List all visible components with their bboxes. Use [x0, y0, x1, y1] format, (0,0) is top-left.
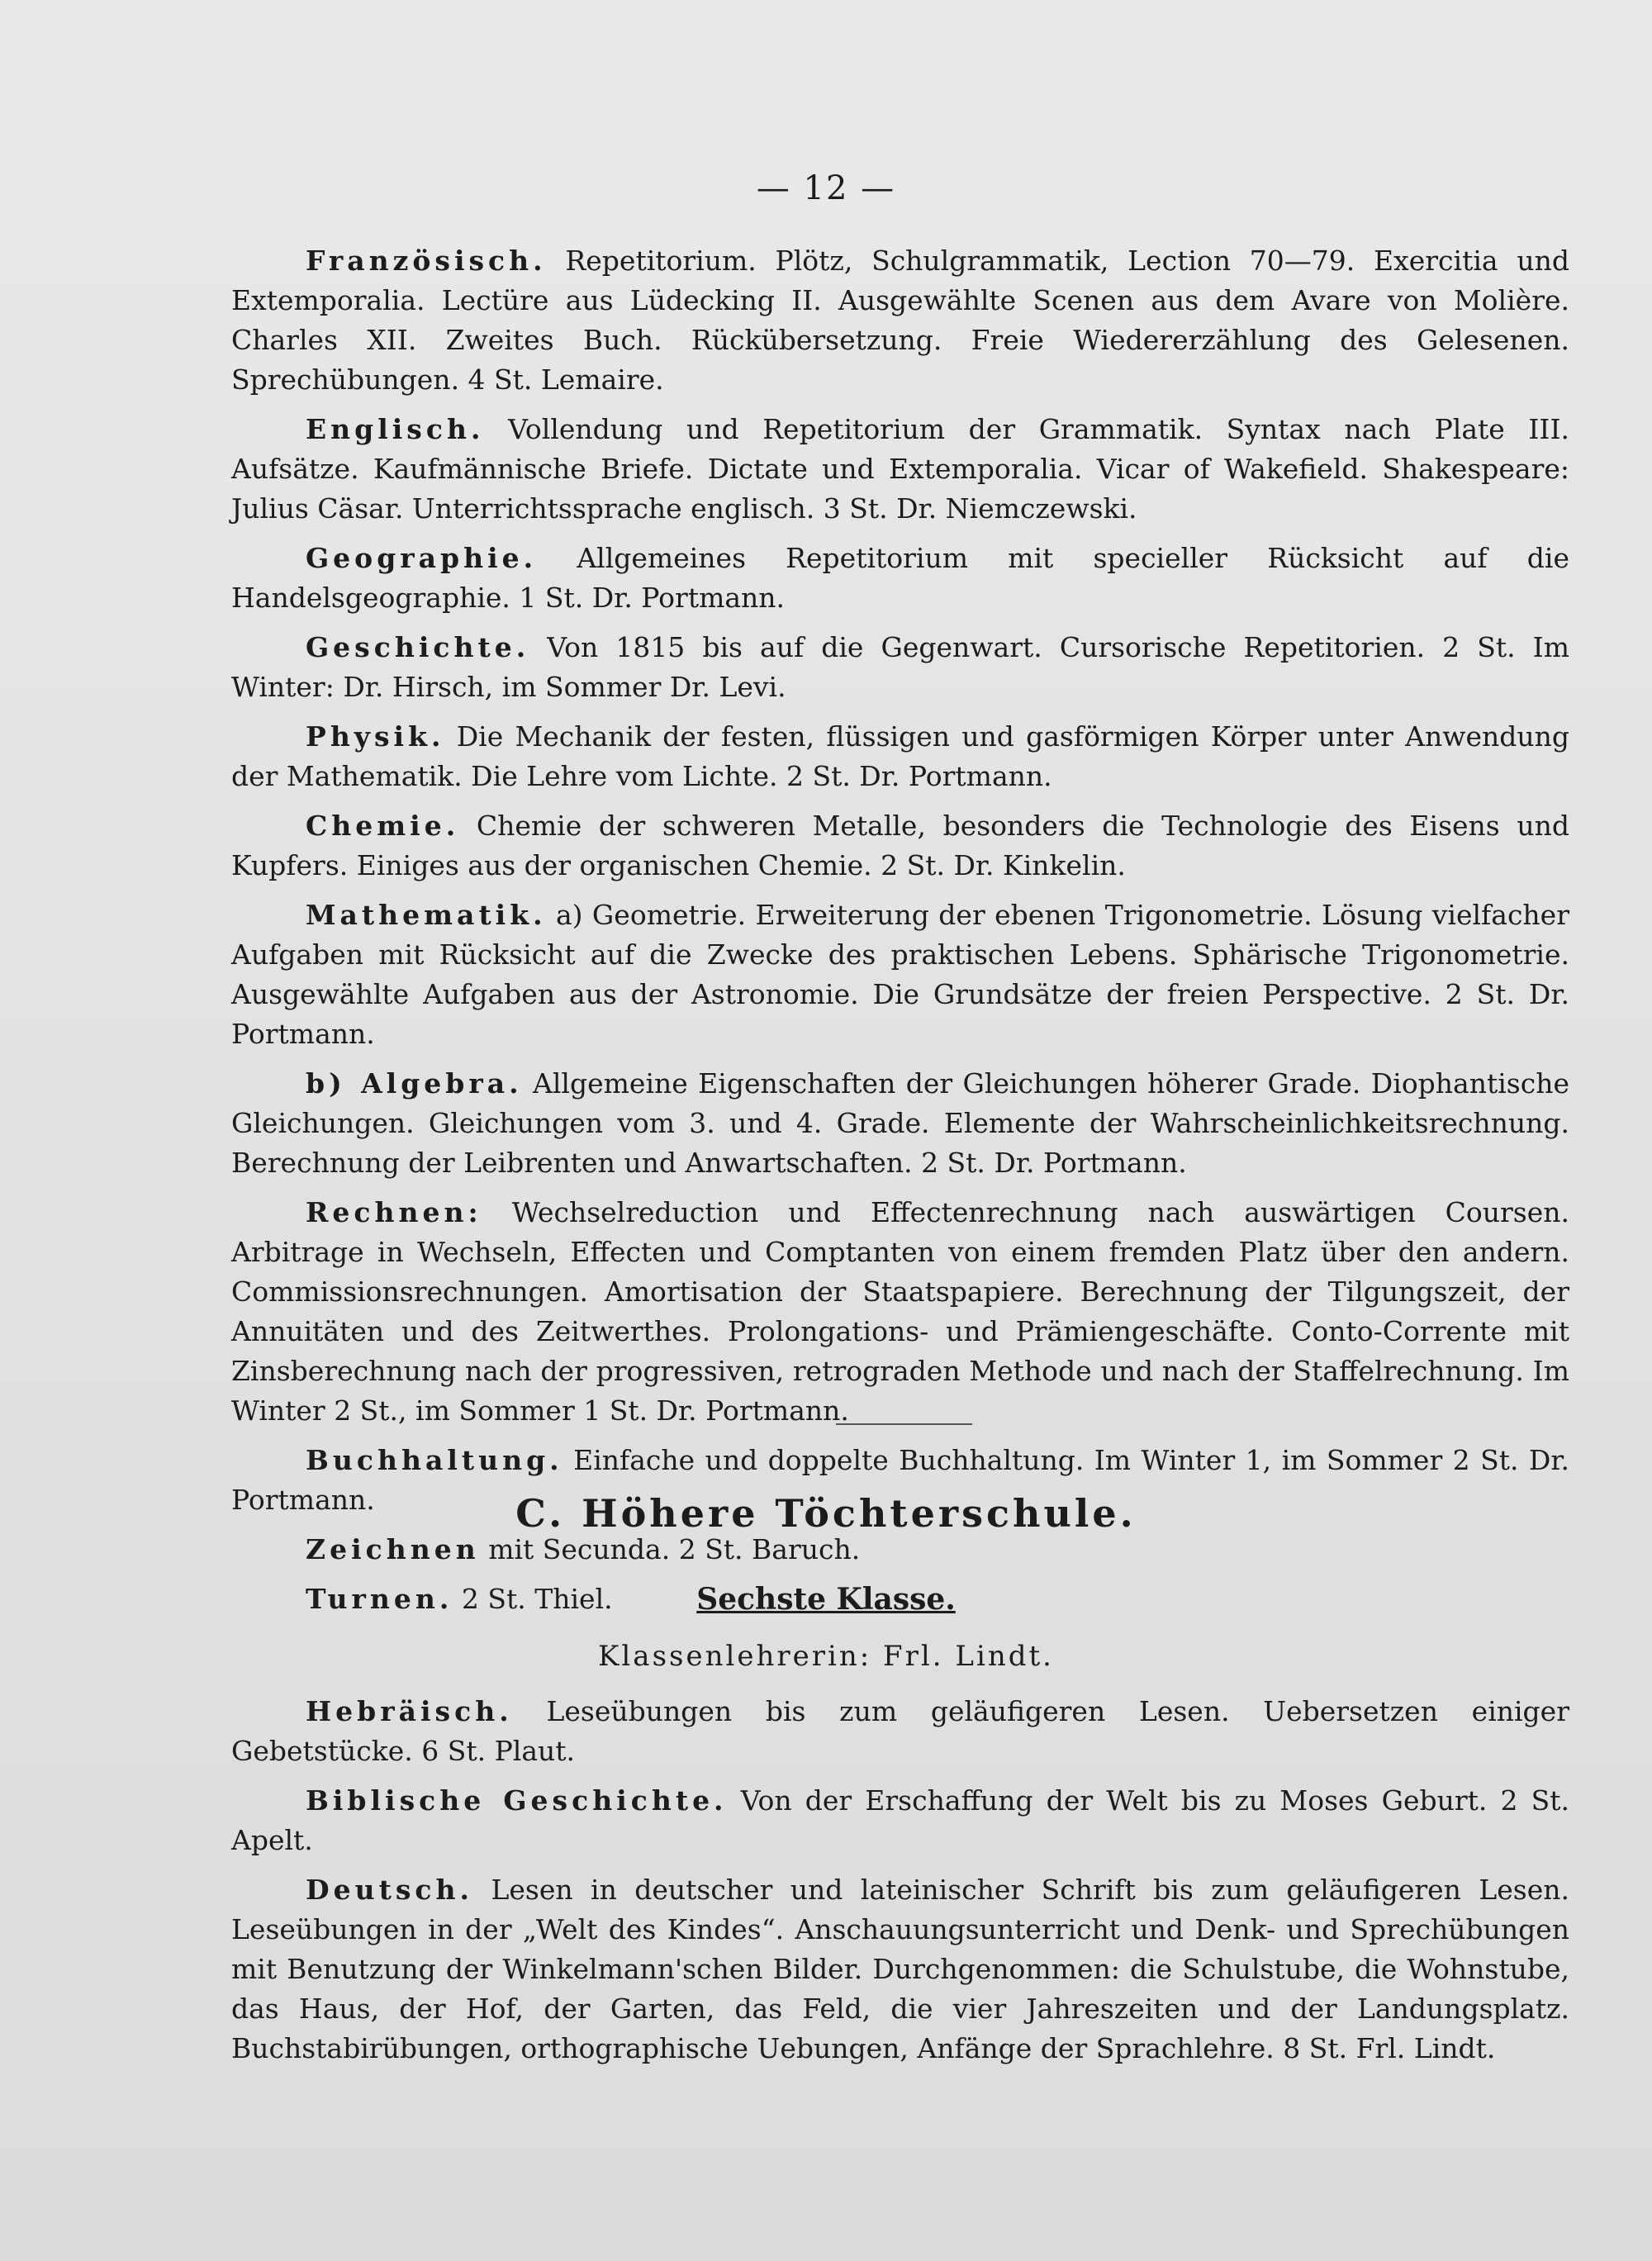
page-number: — 12 — [756, 169, 896, 207]
section-divider [836, 1423, 972, 1425]
section-physik [231, 717, 1569, 796]
class-heading: Sechste Klasse. [696, 1582, 956, 1617]
subject-label: b) Algebra. [306, 1067, 523, 1100]
subject-label: Hebräisch. [306, 1695, 513, 1727]
section-biblische-geschichte [231, 1781, 1569, 1860]
subject-label: Geographie. [306, 542, 538, 574]
subject-text: a) Geometrie. Erweiterung der ebenen Trigonometrie. Lösung vielfacher Aufgaben mit Rücksicht auf die Zwecke des praktischen Lebens. Sphärische Trigonometrie. Ausgewählte Aufgaben aus der Astronomie. Die Grundsätze der freien Perspective. 2 St. Dr. Portmann. [231, 899, 1569, 1050]
subject-text: Die Mechanik der festen, flüssigen und gasförmigen Körper unter Anwendung der Mathematik. Die Lehre vom Lichte. 2 St. Dr. Portmann. [231, 720, 1569, 792]
subject-text: Von der Erschaffung der Welt bis zu Moses Geburt. 2 St. Apelt. [231, 1784, 1569, 1856]
subject-label: Chemie. [306, 810, 460, 842]
curriculum-c-sections [231, 1692, 1569, 2078]
subject-label: Mathematik. [306, 899, 547, 931]
section-algebra [231, 1064, 1569, 1183]
subject-label: Französisch. [306, 245, 547, 277]
subject-text: Vollendung und Repetitorium der Grammatik. Syntax nach Plate III. Aufsätze. Kaufmännische Briefe. Dictate und Extemporalia. Vicar of Wakefield. Shakespeare: Julius Cäsar. Unterrichtssprache englisch. 3 St. Dr. Niemczewski. [231, 413, 1569, 525]
subject-label: Buchhaltung. [306, 1444, 563, 1476]
subject-text: Leseübungen bis zum geläufigeren Lesen. Uebersetzen einiger Gebetstücke. 6 St. Plaut. [231, 1695, 1569, 1767]
section-chemie [231, 806, 1569, 886]
section-geographie [231, 539, 1569, 618]
subject-label: Englisch. [306, 413, 485, 445]
section-franzoesisch [231, 241, 1569, 400]
subject-label: Physik. [306, 720, 445, 753]
subject-text: Von 1815 bis auf die Gegenwart. Cursorische Repetitorien. 2 St. Im Winter: Dr. Hirsch, im Sommer Dr. Levi. [231, 631, 1569, 703]
subject-label: Rechnen: [306, 1196, 482, 1228]
class-teacher: Klassenlehrerin: Frl. Lindt. [598, 1640, 1054, 1673]
curriculum-upper-sections [231, 241, 1569, 1629]
subject-text: Allgemeines Repetitorium mit specieller Rücksicht auf die Handelsgeographie. 1 St. Dr. Portmann. [231, 542, 1569, 614]
section-englisch [231, 410, 1569, 529]
subject-text: 2 St. Thiel. [461, 1583, 613, 1615]
subject-text: mit Secunda. 2 St. Baruch. [488, 1533, 861, 1565]
section-mathematik [231, 895, 1569, 1054]
subject-label: Turnen. [306, 1583, 453, 1615]
subject-text: Wechselreduction und Effectenrechnung nach auswärtigen Coursen. Arbitrage in Wechseln, Effecten und Comptanten von einem fremden Platz über den andern. Commissionsrechnungen. Amortisation der Staatspapiere. Berechnung der Tilgungszeit, der Annuitäten und des Zeitwerthes. Prolongations- und Prämiengeschäfte. Conto-Corrente mit Zinsberechnung nach der progressiven, retrograden Methode und nach der Staffelrechnung. Im Winter 2 St., im Sommer 1 St. Dr. Portmann. [231, 1196, 1569, 1427]
subject-text: Lesen in deutscher und lateinischer Schrift bis zum geläufigeren Lesen. Leseübungen in der „Welt des Kindes“. Anschauungsunterricht und Denk- und Sprechübungen mit Benutzung der Winkelmann'schen Bilder. Durchgenommen: die Schulstube, die Wohnstube, das Haus, der Hof, der Garten, das Feld, die vier Jahreszeiten und der Landungsplatz. Buchstabirübungen, orthographische Uebungen, Anfänge der Sprachlehre. 8 St. Frl. Lindt. [231, 1874, 1569, 2064]
section-rechnen [231, 1193, 1569, 1431]
section-heading: C. Höhere Töchterschule. [515, 1491, 1137, 1536]
subject-text: Chemie der schweren Metalle, besonders die Technologie des Eisens und Kupfers. Einiges aus der organischen Chemie. 2 St. Dr. Kinkelin. [231, 810, 1569, 881]
subject-label: Biblische Geschichte. [306, 1784, 728, 1817]
subject-text: Repetitorium. Plötz, Schulgrammatik, Lection 70—79. Exercitia und Extemporalia. Lectüre aus Lüdecking II. Ausgewählte Scenen aus dem Avare von Molière. Charles XII. Zweites Buch. Rückübersetzung. Freie Wiedererzählung des Gelesenen. Sprechübungen. 4 St. Lemaire. [231, 245, 1569, 396]
subject-label: Geschichte. [306, 631, 530, 663]
section-zeichnen [231, 1530, 1569, 1570]
subject-text: Einfache und doppelte Buchhaltung. Im Winter 1, im Sommer 2 St. Dr. Portmann. [231, 1444, 1569, 1516]
section-deutsch [231, 1870, 1569, 2069]
section-hebraeisch [231, 1692, 1569, 1771]
section-geschichte [231, 628, 1569, 707]
subject-label: Deutsch. [306, 1874, 474, 1906]
subject-text: Allgemeine Eigenschaften der Gleichungen höherer Grade. Diophantische Gleichungen. Gleichungen vom 3. und 4. Grade. Elemente der Wahrscheinlichkeitsrechnung. Berechnung der Leibrenten und Anwartschaften. 2 St. Dr. Portmann. [231, 1067, 1570, 1179]
subject-label: Zeichnen [306, 1533, 480, 1565]
